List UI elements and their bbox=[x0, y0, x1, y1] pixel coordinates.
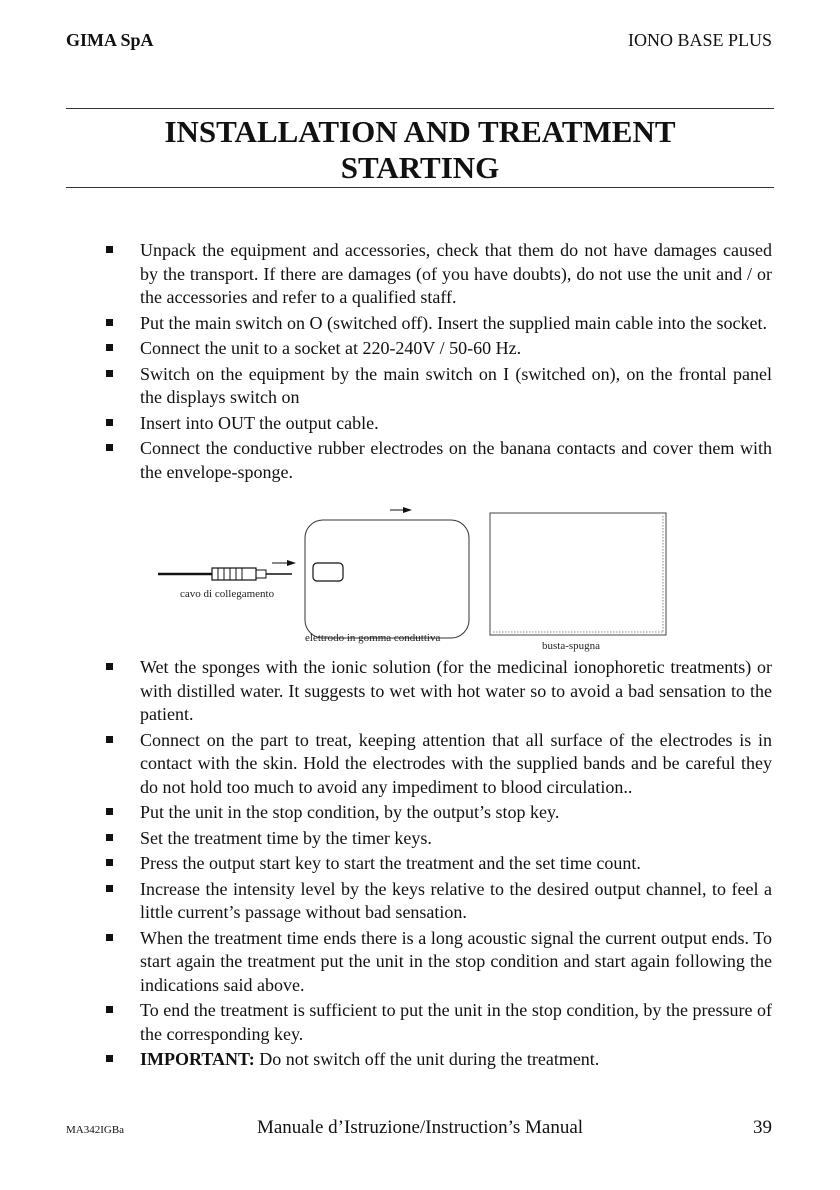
bullet-icon bbox=[106, 370, 113, 377]
sponge-caption: busta-spugna bbox=[542, 640, 601, 652]
list-item: Connect the unit to a socket at 220-240V / 50-60 Hz. bbox=[66, 337, 772, 361]
list-item: Put the main switch on O (switched off). Insert the supplied main cable into the socket. bbox=[66, 312, 772, 336]
electrode-caption: elettrodo in gomma conduttiva bbox=[305, 632, 441, 644]
bullet-icon bbox=[106, 663, 113, 670]
electrode-shape bbox=[305, 520, 469, 638]
list-item: To end the treatment is sufficient to put the unit in the stop condition, by the pressure of the corresponding key. bbox=[66, 999, 772, 1046]
bullet-icon bbox=[106, 934, 113, 941]
bullet-icon bbox=[106, 736, 113, 743]
bullet-icon bbox=[106, 1055, 113, 1062]
footer-title: Manuale d’Istruzione/Instruction’s Manual bbox=[256, 1117, 584, 1138]
footer-code: MA342IGBa bbox=[66, 1124, 125, 1136]
page-title bbox=[66, 114, 774, 186]
electrode-figure bbox=[150, 500, 690, 655]
bullet-icon bbox=[106, 419, 113, 426]
bullet-icon bbox=[106, 885, 113, 892]
cable-caption: cavo di collegamento bbox=[180, 588, 275, 600]
important-label: IMPORTANT: bbox=[140, 1049, 255, 1069]
list-item: Put the unit in the stop condition, by the output’s stop key. bbox=[66, 801, 772, 825]
steps-list-a bbox=[66, 239, 772, 486]
bullet-icon bbox=[106, 444, 113, 451]
page-number: 39 bbox=[753, 1117, 772, 1138]
bullet-icon bbox=[106, 834, 113, 841]
steps-list-b bbox=[66, 656, 772, 1074]
bullet-icon bbox=[106, 1006, 113, 1013]
important-item bbox=[66, 1048, 772, 1072]
bullet-icon bbox=[106, 344, 113, 351]
title-bottom-rule bbox=[66, 187, 774, 188]
bullet-icon bbox=[106, 246, 113, 253]
list-item: Switch on the equipment by the main switch on I (switched on), on the frontal panel the displays switch on bbox=[66, 363, 772, 410]
list-item: Set the treatment time by the timer keys. bbox=[66, 827, 772, 851]
title-top-rule bbox=[66, 108, 774, 109]
header-product: IONO BASE PLUS bbox=[627, 30, 772, 50]
list-item: When the treatment time ends there is a long acoustic signal the current output ends. To start again the treatment put the unit in the stop condition and start again following the indications said above. bbox=[66, 927, 772, 998]
sponge-envelope bbox=[490, 513, 666, 635]
bullet-icon bbox=[106, 808, 113, 815]
list-item: Unpack the equipment and accessories, check that them do not have damages caused by the transport. If there are damages (of you have doubts), do not use the unit and / or the accessories and refer to a qualified staff. bbox=[66, 239, 772, 310]
list-item: Wet the sponges with the ionic solution (for the medicinal ionophoretic treatments) or with distilled water. It suggests to wet with hot water so to avoid a bad sensation to the patient. bbox=[66, 656, 772, 727]
list-item: Insert into OUT the output cable. bbox=[66, 412, 772, 436]
title-line-1: INSTALLATION AND TREATMENT bbox=[164, 114, 676, 149]
banana-plug bbox=[256, 570, 266, 578]
bullet-icon bbox=[106, 319, 113, 326]
cable-connector bbox=[212, 568, 256, 580]
list-item: Connect the conductive rubber electrodes on the banana contacts and cover them with the envelope-sponge. bbox=[66, 437, 772, 484]
header-company: GIMA SpA bbox=[66, 30, 154, 50]
important-text: Do not switch off the unit during the treatment. bbox=[254, 1049, 600, 1069]
title-line-2: STARTING bbox=[340, 150, 500, 185]
list-item: Press the output start key to start the treatment and the set time count. bbox=[66, 852, 772, 876]
electrode-socket bbox=[313, 563, 343, 581]
list-item: Increase the intensity level by the keys relative to the desired output channel, to feel a little current’s passage without bad sensation. bbox=[66, 878, 772, 925]
bullet-icon bbox=[106, 859, 113, 866]
list-item: Connect on the part to treat, keeping attention that all surface of the electrodes is in contact with the skin. Hold the electrodes with the supplied bands and be careful they do not hold too much to avoid any impediment to blood circulation.. bbox=[66, 729, 772, 800]
